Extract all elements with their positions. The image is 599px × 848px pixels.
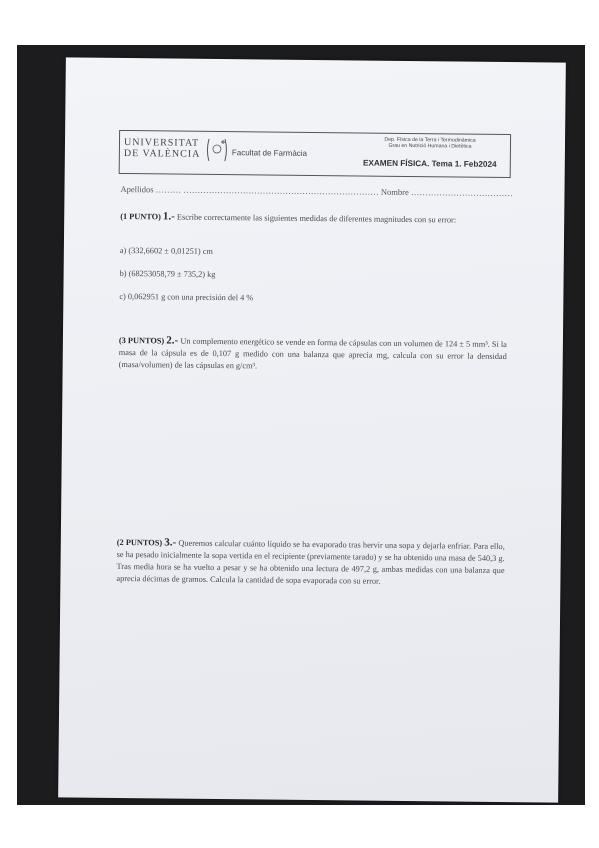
question-2-points: (3 PUNTOS) — [118, 335, 165, 346]
question-1-item-a: a) (332,6602 ± 0,01251) cm — [119, 245, 213, 256]
exam-title: EXAMEN FÍSICA. Tema 1. Feb2024 — [362, 158, 497, 169]
question-3-number: 3.- — [164, 536, 177, 549]
university-logo-text: UNIVERSITAT DE VALÈNCIA — [123, 137, 201, 160]
university-seal-icon — [206, 137, 228, 163]
faculty-logo: Facultat de Farmàcia — [231, 148, 308, 158]
exam-sheet — [58, 57, 566, 802]
question-1-item-b: b) (68253058,79 ± 735,2) kg — [119, 268, 216, 279]
university-logo — [124, 137, 202, 160]
question-3 — [116, 536, 504, 589]
question-1-points: (1 PUNTO) — [120, 211, 161, 222]
surname-label: Apellidos — [120, 183, 154, 195]
surname-field: ……… …………………………………………………………… — [155, 184, 379, 197]
question-1-text: Escribe correctamente las siguientes medidas de diferentes magnitudes con su error: — [176, 212, 457, 225]
question-3-points: (2 PUNTOS) — [116, 537, 163, 548]
student-fields — [120, 183, 513, 199]
name-label: Nombre — [380, 186, 409, 198]
question-2-number: 2.- — [166, 334, 179, 347]
question-2 — [119, 334, 507, 375]
question-3-text: Queremos calcular cuánto líquido se ha evaporado tras hervir una sopa y dejarla enfriar. Para ello, se ha pesado inicialmente la sopa vertida en el recipiente (previamente tarado) y se ha obtenido una masa de 540,3 g. Tras media hora se ha vuelto a pesar y se ha obtenido una lectura de 497,2 g, ambas medidas con una balanza que aprecia décimas de gramos. Calcula la cantidad de sopa evaporada con su error. — [116, 538, 505, 586]
question-1 — [120, 210, 508, 227]
question-1-number: 1.- — [162, 210, 175, 223]
department-line-1: Dep. Física de la Terra i Termodinàmica — [384, 136, 476, 144]
question-2-text: Un complemento energético se vende en forma de cápsulas con un volumen de 124 ± 5 mm³. Si la masa de la cápsula es de 0,107 g medido con una balanza que aprecia mg, calcula con su error la densidad (masa/volumen) de las cápsulas en g/cm³. — [118, 336, 507, 371]
name-field: ……………………………… — [410, 187, 513, 199]
exam-header — [119, 130, 511, 178]
department-info — [352, 136, 508, 150]
department-line-2: Grau en Nutrició Humana i Dietètica — [388, 142, 472, 150]
question-1-item-c: c) 0,062951 g con una precisión del 4 % — [119, 291, 254, 303]
photo-frame — [17, 45, 585, 805]
